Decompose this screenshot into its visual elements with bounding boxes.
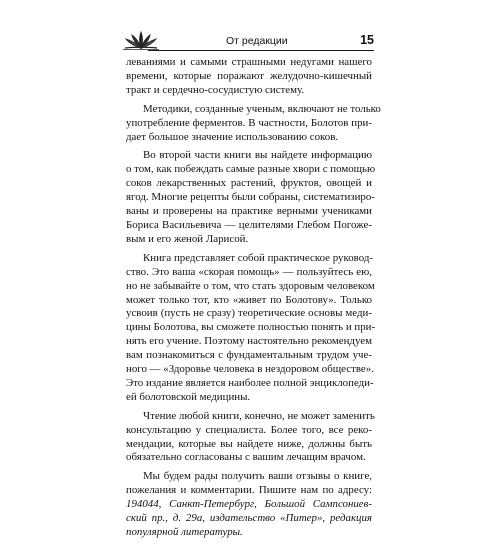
text-line: Бориса Васильевича — целителями Глебом Погоже- bbox=[126, 218, 372, 231]
text-line: пожелания и комментарии. Пишите нам по адресу: bbox=[126, 484, 372, 497]
text-line: леваниями и самыми страшными недугами нашего bbox=[126, 56, 372, 68]
text-line: соков лекарственных растений, фруктов, овощей и bbox=[126, 177, 372, 190]
text-line: Это издание является наиболее полной энциклопеди- bbox=[126, 376, 374, 389]
paragraph bbox=[126, 102, 381, 145]
text-line: цины Болотова, вы сможете полностью понять и при- bbox=[126, 321, 376, 334]
text-line: нять его учение. Поэтому настоятельно рекомендуем bbox=[126, 335, 372, 348]
text-line: но не забывайте о том, что стать здоровым человеком bbox=[126, 279, 375, 292]
text-line: ваны и проверены на практике верными учениками bbox=[126, 205, 372, 218]
page-header bbox=[122, 30, 374, 52]
text-line: ство. Это ваша «скорая помощь» — пользуйтесь ею, bbox=[126, 265, 372, 278]
running-head: От редакции bbox=[226, 35, 288, 47]
text-line: усвоив (пусть не сразу) теоретические основы меди- bbox=[126, 307, 372, 320]
text-line: о том, как побеждать самые разные хвори с помощью bbox=[126, 163, 376, 176]
text-line: ей болотовской медицины. bbox=[126, 390, 251, 403]
text-line: употребление ферментов. В частности, Болотов при- bbox=[126, 116, 372, 129]
text-line: может только тот, кто «живет по Болотову». Только bbox=[126, 293, 372, 306]
text-line: вам познакомиться с фундаментальным трудом уче- bbox=[126, 349, 372, 362]
paragraph bbox=[126, 409, 375, 466]
text-line: Мы будем рады получить ваши отзывы о книге, bbox=[143, 470, 372, 483]
text-line: ягод. Многие рецепты были собраны, систематизиро- bbox=[126, 191, 375, 204]
text-line: мендации, которые вы найдете ниже, должны быть bbox=[126, 437, 372, 450]
paragraph bbox=[126, 56, 372, 98]
text-line: Чтение любой книги, конечно, не может заменить bbox=[143, 409, 375, 422]
text-line: дает большое значение использованию соков. bbox=[126, 130, 339, 143]
address-line: 194044, Санкт-Петербург, Большой Сампсониев- bbox=[126, 498, 372, 511]
paragraph bbox=[126, 149, 376, 246]
contact-paragraph bbox=[126, 470, 372, 540]
lotus-ornament-icon bbox=[122, 30, 160, 50]
body-text bbox=[126, 56, 381, 545]
text-line: Методики, созданные ученым, включают не только bbox=[143, 102, 381, 115]
address-line: ский пр., д. 29а, издательство «Питер», редакция bbox=[126, 512, 372, 525]
text-line: Книга представляет собой практическое руковод- bbox=[143, 251, 374, 264]
text-line: консультацию у специалиста. Более того, все реко- bbox=[126, 423, 372, 436]
text-line: ного — «Здоровье человека в нездоровом обществе». bbox=[126, 363, 374, 376]
paragraph bbox=[126, 251, 376, 405]
text-line: времени, которые поражают желудочно-кишечный bbox=[126, 69, 372, 82]
text-line: Во второй части книги вы найдете информацию bbox=[143, 149, 372, 162]
text-line: вым и его женой Ларисой. bbox=[126, 232, 249, 245]
address-line: популярной литературы. bbox=[126, 526, 243, 538]
text-line: обязательно согласованы с вашим лечащим врачом. bbox=[126, 451, 366, 464]
header-rule bbox=[148, 50, 374, 51]
page-number: 15 bbox=[360, 33, 374, 47]
text-line: тракт и сердечно-сосудистую систему. bbox=[126, 83, 305, 96]
